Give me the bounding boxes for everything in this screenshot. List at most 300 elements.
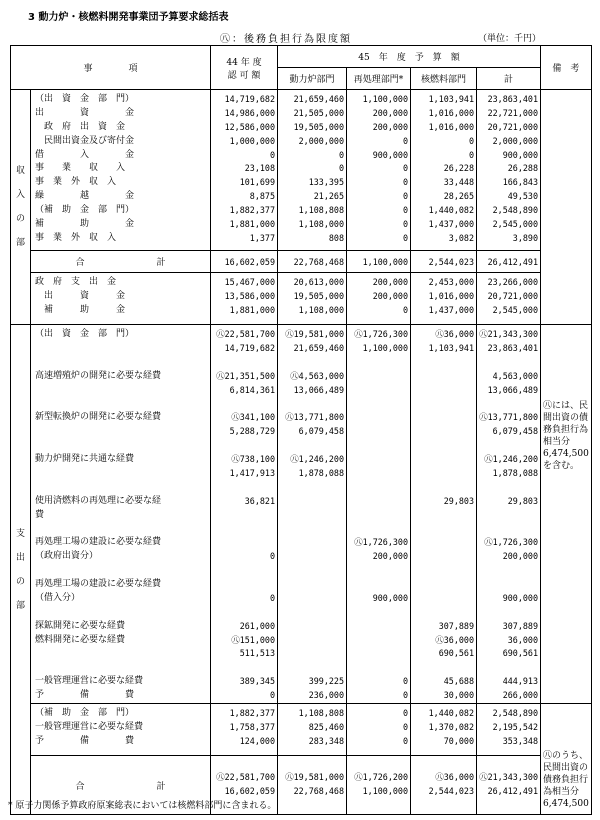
cell-value: [411, 467, 476, 481]
income-total-44: 16,602,059: [211, 251, 278, 273]
cell-value: 283,348: [308, 735, 344, 746]
header-biko: 備 考: [541, 46, 592, 90]
cell-value: 23,108: [244, 163, 275, 174]
row-label: 燃料開発に必要な経費: [35, 634, 126, 645]
cell-value: 690,561: [438, 648, 474, 659]
header-44: 44 年 度 認 可 額: [211, 46, 278, 90]
cell-value: [411, 522, 476, 536]
cell-value: [347, 647, 410, 661]
cell-value: ㊇4,563,000: [290, 370, 344, 381]
cell-value: 353,348: [502, 735, 538, 746]
income-col-dorokobu: [278, 90, 347, 251]
cell-value: 2,453,000: [428, 277, 474, 287]
cell-value: 1,108,808: [298, 708, 344, 719]
cell-value: 36,000: [507, 634, 538, 645]
cell-value: 1,370,082: [428, 721, 474, 732]
cell-value: 511,513: [239, 648, 275, 659]
cell-value: [477, 606, 540, 620]
cell-value: 0: [269, 149, 275, 160]
cell-value: [411, 592, 476, 606]
cell-value: [411, 550, 476, 564]
cell-value: [347, 606, 410, 620]
cell-value: ㊇1,726,300: [354, 329, 408, 339]
cell-value: 166,843: [502, 177, 538, 188]
gov-col-dorokobu: [278, 273, 347, 325]
cell-value: 1,437,000: [428, 304, 474, 315]
hojo-col-kei: [477, 704, 541, 756]
row-label: [31, 647, 210, 661]
row-label: （出 資 金 部 門）: [35, 94, 135, 104]
exp-total-label: 合 計: [31, 756, 211, 815]
row-label: [31, 425, 210, 439]
cell-value: [211, 439, 277, 453]
gov-col-saishori: [347, 273, 411, 325]
cell-value: 0: [402, 177, 408, 188]
cell-value: 23,266,000: [487, 277, 538, 287]
cell-value: [211, 509, 277, 523]
cell-value: 26,412,491: [487, 786, 538, 797]
gov-col-kaku: [411, 273, 477, 325]
cell-value: 900,000: [372, 592, 408, 603]
cell-value: 0: [402, 304, 408, 315]
row-label: [31, 606, 210, 620]
cell-value: 690,561: [502, 648, 538, 659]
cell-value: 20,721,000: [487, 121, 538, 132]
cell-value: [278, 578, 346, 592]
cell-value: 0: [402, 191, 408, 202]
cell-value: [211, 397, 277, 411]
cell-value: ㊇21,343,300: [479, 329, 538, 339]
cell-value: 2,544,023: [428, 786, 474, 797]
exp-total-kei: [477, 756, 541, 815]
income-total-dorokobu: 22,768,468: [278, 251, 347, 273]
cell-value: [278, 606, 346, 620]
cell-value: 3,082: [448, 232, 474, 243]
cell-value: 0: [402, 721, 408, 732]
cell-value: 6,814,361: [229, 384, 275, 395]
header-kaku: 核燃料部門: [411, 68, 477, 90]
cell-value: [411, 411, 476, 425]
cell-value: 1,016,000: [428, 290, 474, 301]
cell-value: 21,659,460: [293, 342, 344, 353]
cell-value: 1,103,941: [428, 94, 474, 104]
exp-total-kaku: [411, 756, 477, 815]
cell-value: 307,889: [502, 620, 538, 631]
cell-value: 5,288,729: [229, 426, 275, 437]
row-label: [31, 439, 210, 453]
cell-value: 900,000: [502, 149, 538, 160]
cell-value: 28,265: [443, 191, 474, 202]
cell-value: 236,000: [308, 690, 344, 701]
cell-value: ㊇36,000: [435, 329, 474, 339]
cell-value: 0: [269, 690, 275, 701]
cell-value: 200,000: [372, 290, 408, 301]
row-label: 予 備 費: [35, 690, 135, 701]
cell-value: 1,100,000: [362, 786, 408, 797]
cell-value: [411, 481, 476, 495]
cell-value: 0: [269, 592, 275, 603]
cell-value: 21,265: [313, 191, 344, 202]
row-label: 補 助 金: [35, 219, 135, 230]
cell-value: ㊇1,726,300: [484, 537, 538, 548]
cell-value: [278, 439, 346, 453]
cell-value: 200,000: [372, 277, 408, 287]
cell-value: 1,440,082: [428, 205, 474, 216]
cell-value: 261,000: [239, 620, 275, 631]
exp-col-dorokobu: [278, 325, 347, 704]
cell-value: 13,066,489: [293, 384, 344, 395]
row-label: [31, 564, 210, 578]
row-label: 出 資 金: [35, 107, 135, 118]
cell-value: [347, 564, 410, 578]
cell-value: 0: [402, 232, 408, 243]
cell-value: [411, 425, 476, 439]
income-total-kaku: 2,544,023: [411, 251, 477, 273]
row-label: [31, 384, 210, 398]
page-title: 3 動力炉・核燃料開発事業団予算要求総括表: [28, 12, 229, 23]
cell-value: 14,719,682: [224, 94, 275, 104]
exp-total-saishori: [347, 756, 411, 815]
cell-value: 1,016,000: [428, 121, 474, 132]
cell-value: 13,586,000: [224, 290, 275, 301]
cell-value: ㊇1,726,200: [354, 772, 408, 783]
cell-value: 13,066,489: [487, 384, 538, 395]
cell-value: 19,505,000: [293, 290, 344, 301]
cell-value: 266,000: [502, 690, 538, 701]
cell-value: [411, 370, 476, 384]
cell-value: 4,563,000: [492, 370, 538, 381]
row-label: 高速増殖炉の開発に必要な経費: [35, 370, 162, 381]
cell-value: [347, 495, 410, 509]
cell-value: 0: [338, 149, 344, 160]
total-biko: [541, 704, 592, 815]
income-col-saishori: [347, 90, 411, 251]
row-label: 事 業 収 入: [35, 163, 126, 174]
row-label: [31, 356, 210, 370]
cell-value: [278, 522, 346, 536]
cell-value: [278, 397, 346, 411]
cell-value: ㊇13,771,800: [479, 412, 538, 423]
cell-value: [347, 620, 410, 634]
cell-value: [411, 661, 476, 675]
cell-value: [278, 661, 346, 675]
row-label: 一般管理運営に必要な経費: [35, 676, 144, 687]
cell-value: 14,719,682: [224, 342, 275, 353]
cell-value: ㊇1,246,200: [290, 454, 344, 465]
cell-value: 6,079,458: [298, 426, 344, 437]
cell-value: 2,195,542: [492, 721, 538, 732]
cell-value: [477, 578, 540, 592]
cell-value: [278, 495, 346, 509]
cell-value: [411, 453, 476, 467]
cell-value: 0: [269, 551, 275, 562]
gov-col-44: [211, 273, 278, 325]
cell-value: 3,890: [512, 232, 538, 243]
cell-value: [278, 481, 346, 495]
section-shishutsu: 支 出 の 部: [11, 325, 31, 815]
cell-value: [278, 620, 346, 634]
cell-value: [278, 550, 346, 564]
exp-col-44: [211, 325, 278, 704]
cell-value: ㊇13,771,800: [285, 412, 344, 423]
cell-value: [211, 536, 277, 550]
cell-value: [278, 356, 346, 370]
exp-col-kaku: [411, 325, 477, 704]
cell-value: [278, 634, 346, 648]
hojo-labels: [31, 704, 211, 756]
cell-value: [477, 564, 540, 578]
cell-value: [211, 356, 277, 370]
cell-value: 0: [402, 135, 408, 146]
cell-value: 70,000: [443, 735, 474, 746]
cell-value: ㊇1,246,200: [484, 454, 538, 465]
cell-value: 1,878,088: [298, 467, 344, 478]
income-biko: [541, 90, 592, 325]
gov-col-kei: [477, 273, 541, 325]
cell-value: 2,000,000: [492, 135, 538, 146]
cell-value: ㊇738,100: [231, 454, 275, 465]
cell-value: [347, 522, 410, 536]
row-label: 政 府 支 出 金: [35, 277, 117, 287]
cell-value: 21,505,000: [293, 107, 344, 118]
cell-value: [347, 384, 410, 398]
cell-value: 0: [402, 163, 408, 174]
cell-value: ㊇22,581,700: [216, 772, 275, 783]
cell-value: [278, 647, 346, 661]
hojo-col-44: [211, 704, 278, 756]
cell-value: 808: [328, 232, 344, 243]
cell-value: 2,545,000: [492, 304, 538, 315]
cell-value: 444,913: [502, 676, 538, 687]
footnote: * 原子力関係予算政府原案総表においては核燃料部門に含まれる。: [8, 801, 277, 811]
income-total-label: 合 計: [31, 251, 211, 273]
cell-value: 26,228: [443, 163, 474, 174]
cell-value: ㊇1,726,300: [354, 537, 408, 548]
cell-value: 15,467,000: [224, 277, 275, 287]
cell-value: [347, 439, 410, 453]
cell-value: [347, 453, 410, 467]
cell-value: 900,000: [502, 592, 538, 603]
cell-value: [278, 592, 346, 606]
cell-value: 0: [338, 163, 344, 174]
cell-value: [477, 481, 540, 495]
row-label: 政 府 出 資 金: [35, 121, 126, 132]
cell-value: 20,613,000: [293, 277, 344, 287]
cell-value: 36,821: [244, 495, 275, 506]
legend-note: ㊇：後務負担行為限度額: [220, 34, 352, 45]
exp-labels: [31, 325, 211, 704]
hojo-col-dorokobu: [278, 704, 347, 756]
row-label: 借 入 金: [35, 149, 135, 160]
income-labels: [31, 90, 211, 251]
row-label: 動力炉開発に共通な経費: [35, 454, 135, 465]
cell-value: [477, 509, 540, 523]
cell-value: 1,108,808: [298, 205, 344, 216]
cell-value: [411, 384, 476, 398]
header-45: 45 年 度 予 算 額: [278, 46, 541, 68]
cell-value: [411, 536, 476, 550]
cell-value: [211, 578, 277, 592]
cell-value: 29,803: [443, 495, 474, 506]
cell-value: 49,530: [507, 191, 538, 202]
cell-value: [477, 356, 540, 370]
income-col-kei: [477, 90, 541, 251]
cell-value: [411, 356, 476, 370]
cell-value: 1,878,088: [492, 467, 538, 478]
cell-value: 1,882,377: [229, 205, 275, 216]
row-label: （借入分）: [35, 592, 81, 603]
cell-value: 19,505,000: [293, 121, 344, 132]
row-label: 探鉱開発に必要な経費: [35, 620, 126, 631]
cell-value: 6,079,458: [492, 426, 538, 437]
cell-value: 1,437,000: [428, 219, 474, 230]
row-label: 一般管理運営に必要な経費: [35, 721, 144, 732]
row-label: [31, 661, 210, 675]
budget-table: [10, 45, 592, 815]
cell-value: [477, 522, 540, 536]
cell-value: [211, 522, 277, 536]
cell-value: 2,548,890: [492, 708, 538, 719]
cell-value: [411, 578, 476, 592]
cell-value: ㊇22,581,700: [216, 329, 275, 339]
cell-value: 307,889: [438, 620, 474, 631]
cell-value: 0: [402, 735, 408, 746]
cell-value: 23,863,401: [487, 94, 538, 104]
row-label: 再処理工場の建設に必要な経費: [35, 537, 162, 548]
row-label: 補 助 金: [35, 304, 126, 315]
header-kei: 計: [477, 68, 541, 90]
row-label: （政府出資分）: [35, 551, 99, 562]
cell-value: 1,100,000: [362, 94, 408, 104]
cell-value: 0: [402, 219, 408, 230]
cell-value: [477, 439, 540, 453]
cell-value: 825,460: [308, 721, 344, 732]
cell-value: [278, 509, 346, 523]
cell-value: ㊇21,351,500: [216, 370, 275, 381]
exp-col-saishori: [347, 325, 411, 704]
exp-biko: [541, 325, 592, 704]
cell-value: [411, 397, 476, 411]
cell-value: [347, 509, 410, 523]
cell-value: [477, 661, 540, 675]
cell-value: [211, 606, 277, 620]
cell-value: [347, 397, 410, 411]
income-total-saishori: 1,100,000: [347, 251, 411, 273]
income-col-kaku: [411, 90, 477, 251]
cell-value: 2,545,000: [492, 219, 538, 230]
cell-value: 1,103,941: [428, 342, 474, 353]
cell-value: [278, 536, 346, 550]
cell-value: 23,863,401: [487, 342, 538, 353]
cell-value: 1,016,000: [428, 107, 474, 118]
section-shunyu: 収 入 の 部: [11, 90, 31, 325]
cell-value: ㊇21,343,300: [479, 772, 538, 783]
cell-value: 200,000: [372, 107, 408, 118]
exp-col-kei: [477, 325, 541, 704]
cell-value: 22,721,000: [487, 107, 538, 118]
cell-value: [211, 564, 277, 578]
cell-value: 22,768,468: [293, 786, 344, 797]
header-dorokobu: 動力炉部門: [278, 68, 347, 90]
row-label: [31, 397, 210, 411]
row-label: （補 助 金 部 門）: [35, 205, 135, 216]
header-saishori: 再処理部門*: [347, 68, 411, 90]
cell-value: 26,288: [507, 163, 538, 174]
cell-value: [477, 397, 540, 411]
row-label: 繰 越 金: [35, 191, 135, 202]
hojo-col-saishori: [347, 704, 411, 756]
row-label: 事 業 外 収 入: [35, 177, 117, 188]
cell-value: 1,881,000: [229, 304, 275, 315]
cell-value: [347, 661, 410, 675]
cell-value: ㊇19,581,000: [285, 329, 344, 339]
exp-total-dorokobu: [278, 756, 347, 815]
row-label: 民間出資金及び寄付金: [35, 135, 135, 146]
cell-value: 399,225: [308, 676, 344, 687]
cell-value: ㊇36,000: [435, 634, 474, 645]
cell-value: 0: [402, 676, 408, 687]
cell-value: 33,448: [443, 177, 474, 188]
cell-value: 14,986,000: [224, 107, 275, 118]
cell-value: 0: [402, 205, 408, 216]
cell-value: 45,688: [443, 676, 474, 687]
cell-value: 1,881,000: [229, 219, 275, 230]
cell-value: [278, 564, 346, 578]
cell-value: 20,721,000: [487, 290, 538, 301]
cell-value: 0: [402, 690, 408, 701]
cell-value: [347, 370, 410, 384]
cell-value: 0: [468, 149, 474, 160]
cell-value: 2,548,890: [492, 205, 538, 216]
row-label: （出 資 金 部 門）: [35, 329, 135, 339]
cell-value: [411, 564, 476, 578]
row-label: 使用済燃料の再処理に必要な経: [35, 495, 162, 506]
biko-note-1: ㊇には、民間出資の債務負担行為相当分 6,474,500 を含む。: [543, 401, 589, 471]
cell-value: 21,659,460: [293, 94, 344, 104]
row-label: 事 業 外 収 入: [35, 232, 117, 243]
income-total-kei: 26,412,491: [477, 251, 541, 273]
cell-value: 900,000: [372, 149, 408, 160]
cell-value: [411, 509, 476, 523]
cell-value: 1,108,000: [298, 219, 344, 230]
cell-value: 1,417,913: [229, 467, 275, 478]
cell-value: 16,602,059: [224, 786, 275, 797]
income-col-44: [211, 90, 278, 251]
cell-value: 8,875: [249, 191, 275, 202]
cell-value: [347, 356, 410, 370]
cell-value: 1,440,082: [428, 708, 474, 719]
cell-value: ㊇19,581,000: [285, 772, 344, 783]
gov-labels: [31, 273, 211, 325]
hojo-col-kaku: [411, 704, 477, 756]
cell-value: 200,000: [372, 551, 408, 562]
cell-value: 389,345: [239, 676, 275, 687]
header-jiko: 事 項: [11, 46, 211, 90]
cell-value: ㊇36,000: [435, 772, 474, 783]
cell-value: 124,000: [239, 735, 275, 746]
cell-value: 1,100,000: [362, 342, 408, 353]
cell-value: 1,882,377: [229, 708, 275, 719]
cell-value: 1,758,377: [229, 721, 275, 732]
cell-value: [347, 634, 410, 648]
cell-value: 101,699: [239, 177, 275, 188]
cell-value: 200,000: [372, 121, 408, 132]
cell-value: [411, 439, 476, 453]
cell-value: [347, 411, 410, 425]
cell-value: 0: [468, 135, 474, 146]
cell-value: 2,000,000: [298, 135, 344, 146]
cell-value: 12,586,000: [224, 121, 275, 132]
